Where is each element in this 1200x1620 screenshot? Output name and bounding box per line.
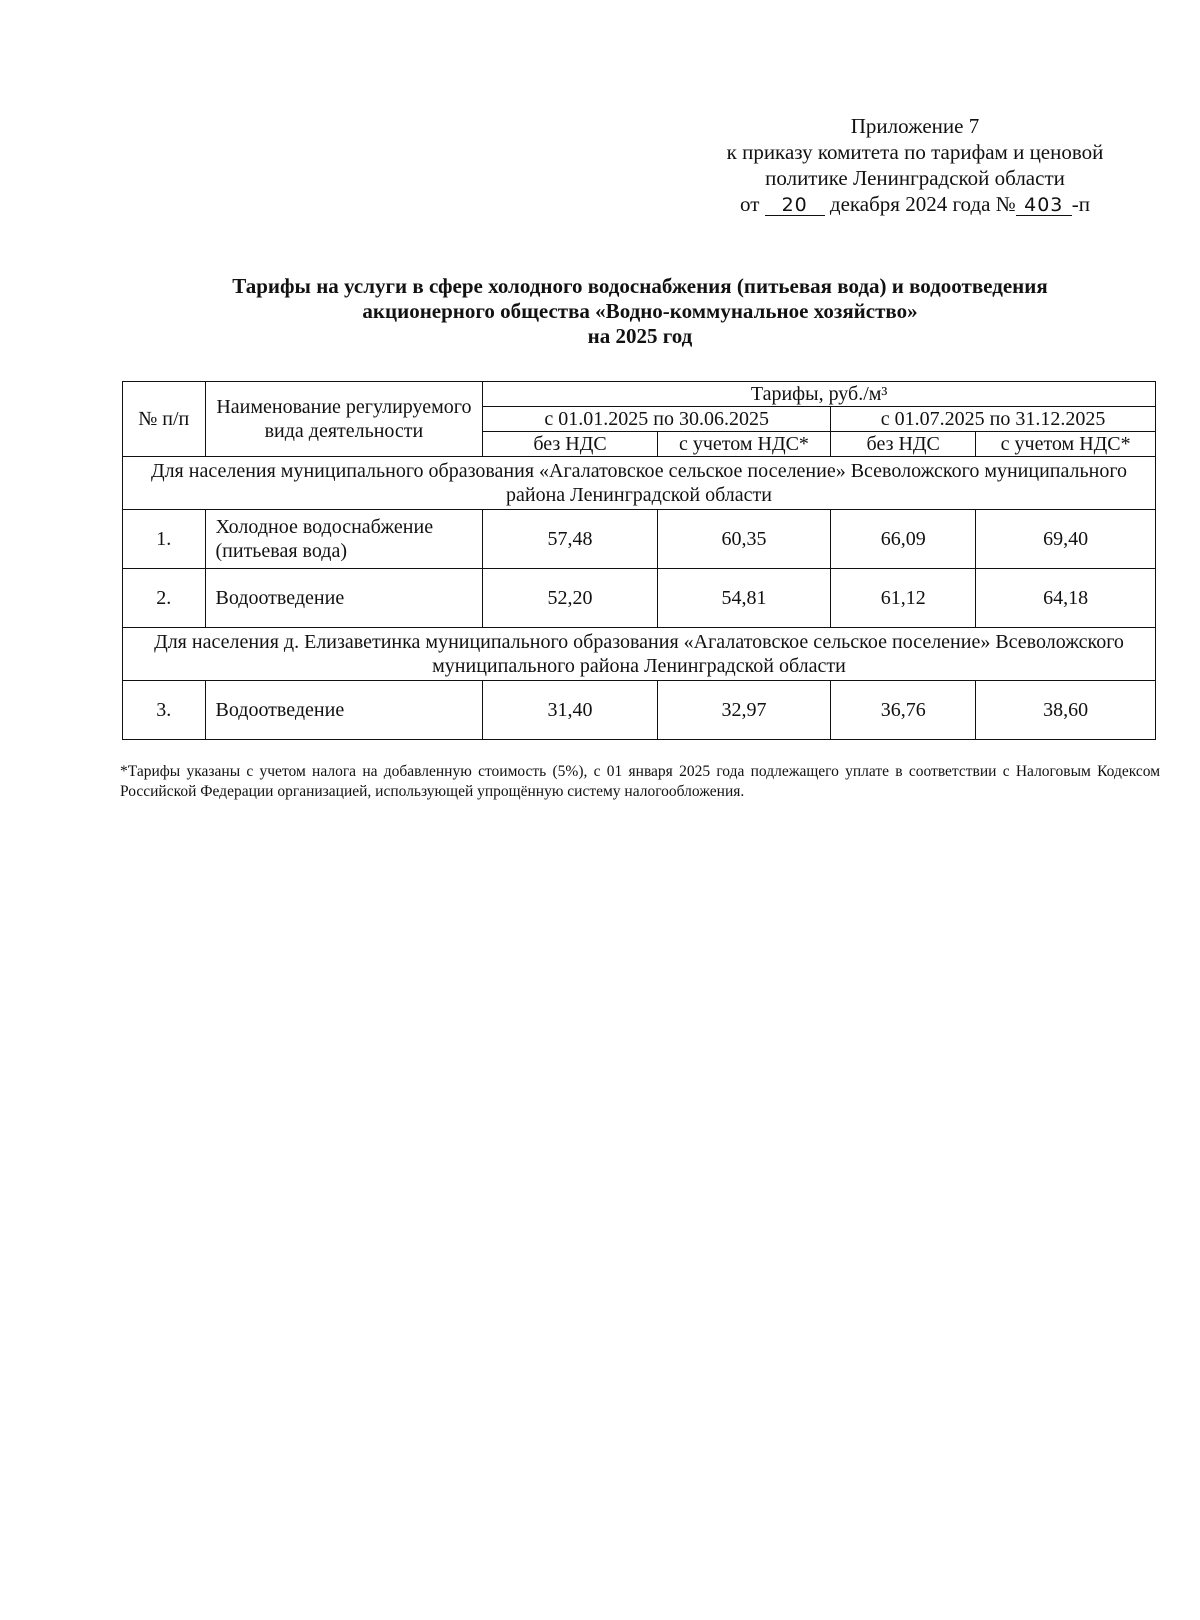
header-p2-no-vat: без НДС	[831, 432, 976, 457]
row-p2-no-vat: 66,09	[831, 510, 976, 569]
header-p2-vat: с учетом НДС*	[976, 432, 1156, 457]
handwritten-order-number: 403	[1016, 195, 1072, 216]
table-row	[123, 569, 1156, 628]
header-p1-no-vat: без НДС	[483, 432, 657, 457]
row-p2-no-vat: 36,76	[831, 681, 976, 740]
row-activity: Водоотведение	[205, 569, 483, 628]
row-p1-no-vat: 52,20	[483, 569, 657, 628]
row-activity: Водоотведение	[205, 681, 483, 740]
order-suffix: -п	[1071, 192, 1090, 216]
handwritten-day: 20	[765, 195, 825, 216]
date-rest: декабря 2024 года №	[829, 192, 1016, 216]
tariff-table	[122, 381, 1156, 740]
row-p2-vat: 64,18	[976, 569, 1156, 628]
row-activity: Холодное водоснабжение (питьевая вода)	[205, 510, 483, 569]
table-row	[123, 510, 1156, 569]
header-period-1: с 01.01.2025 по 30.06.2025	[483, 407, 831, 432]
row-p1-vat: 54,81	[657, 569, 830, 628]
row-p1-no-vat: 57,48	[483, 510, 657, 569]
date-prefix: от	[740, 192, 760, 216]
appendix-header	[680, 113, 1150, 217]
row-num: 2.	[123, 569, 206, 628]
appendix-date-line	[680, 191, 1150, 217]
table-row	[123, 681, 1156, 740]
group-row	[123, 628, 1156, 681]
title-line-2: акционерного общества «Водно-коммунальное хозяйство»	[362, 299, 918, 323]
appendix-order-ref: к приказу комитета по тарифам и ценовой	[726, 140, 1104, 164]
row-p2-vat: 69,40	[976, 510, 1156, 569]
row-num: 3.	[123, 681, 206, 740]
row-p1-no-vat: 31,40	[483, 681, 657, 740]
header-row-1	[123, 382, 1156, 407]
document-title	[120, 274, 1160, 349]
group-title: Для населения д. Елизаветинка муниципального образования «Агалатовское сельское поселение» Всеволожского муниципального района Ленинградской области	[123, 628, 1156, 681]
header-period-2: с 01.07.2025 по 31.12.2025	[831, 407, 1156, 432]
title-line-1: Тарифы на услуги в сфере холодного водоснабжения (питьевая вода) и водоотведения	[232, 274, 1048, 298]
header-tariffs: Тарифы, руб./м³	[483, 382, 1156, 407]
header-activity: Наименование регулируемого вида деятельности	[205, 382, 483, 457]
header-num: № п/п	[123, 382, 206, 457]
row-p2-vat: 38,60	[976, 681, 1156, 740]
group-row	[123, 457, 1156, 510]
group-title: Для населения муниципального образования «Агалатовское сельское поселение» Всеволожского муниципального района Ленинградской области	[123, 457, 1156, 510]
vat-footnote: *Тарифы указаны с учетом налога на добавленную стоимость (5%), с 01 января 2025 года подлежащего уплате в соответствии с Налоговым Кодексом Российской Федерации организацией, использующей упрощённую систему налогообложения.	[120, 763, 1160, 800]
row-p2-no-vat: 61,12	[831, 569, 976, 628]
title-line-3: на 2025 год	[587, 324, 693, 348]
row-p1-vat: 32,97	[657, 681, 830, 740]
row-p1-vat: 60,35	[657, 510, 830, 569]
appendix-number: Приложение 7	[850, 114, 980, 138]
header-p1-vat: с учетом НДС*	[657, 432, 830, 457]
appendix-authority: политике Ленинградской области	[765, 166, 1065, 190]
row-num: 1.	[123, 510, 206, 569]
